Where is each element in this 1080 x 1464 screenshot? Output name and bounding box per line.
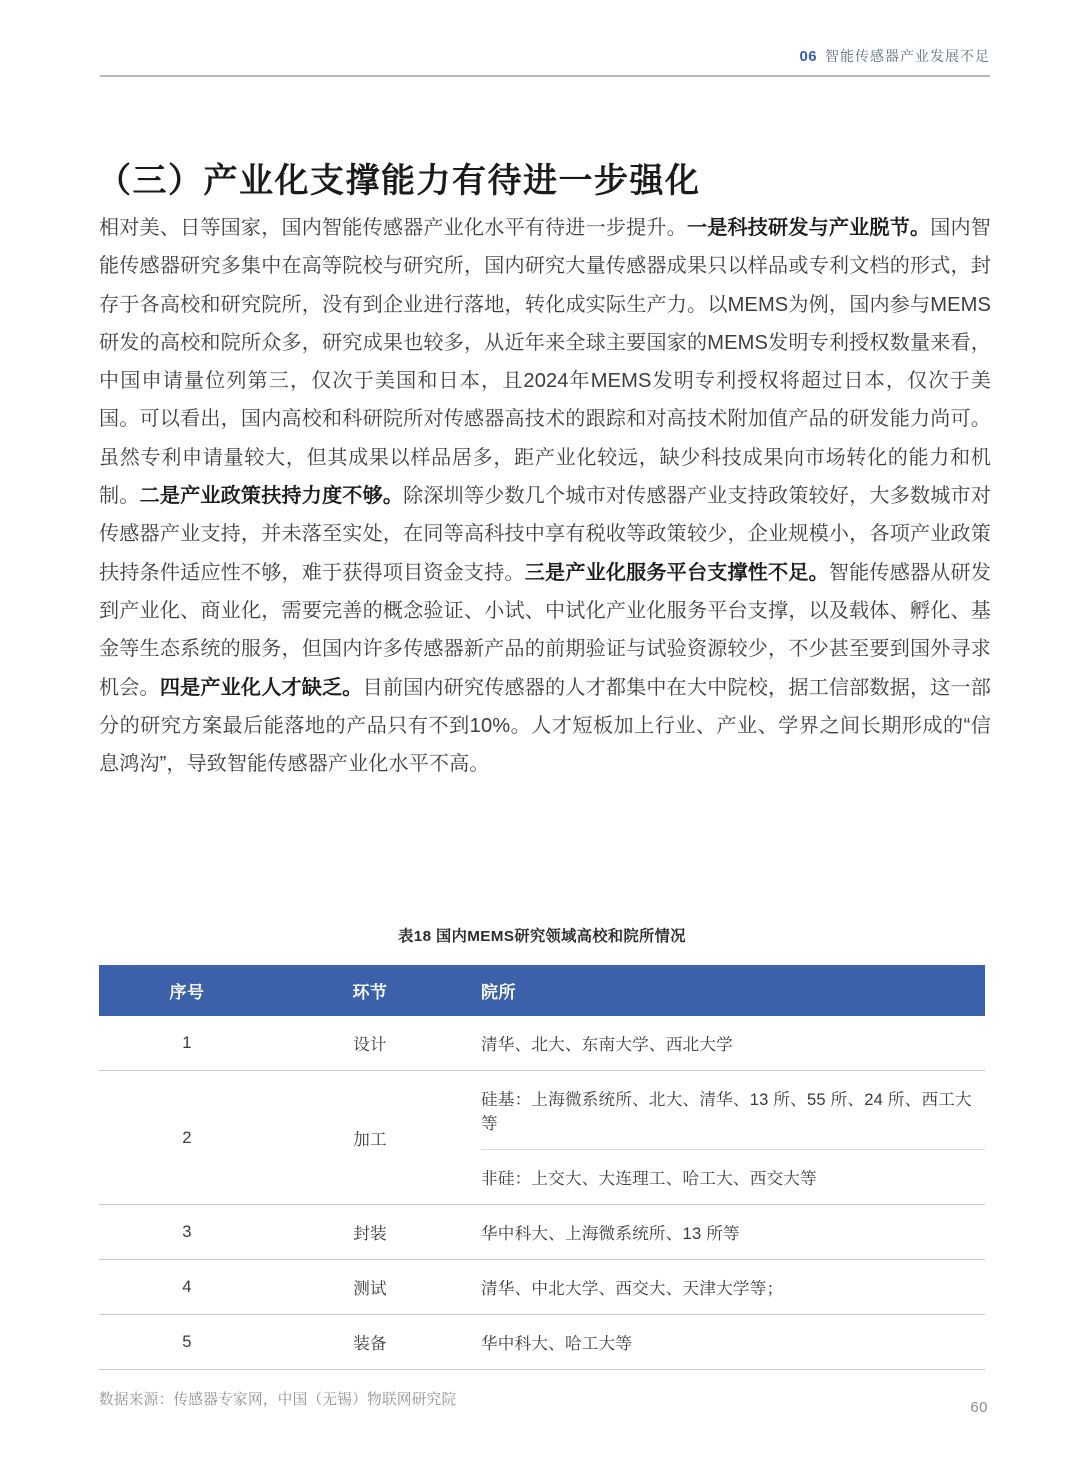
- table-row: [99, 1315, 985, 1370]
- cell-no: 5: [99, 1315, 275, 1370]
- cell-institution: 清华、北大、东南大学、西北大学: [465, 1016, 985, 1071]
- body-emphasis: 三是产业化服务平台支撑性不足。: [524, 561, 829, 584]
- column-header-institution: 院所: [465, 965, 985, 1016]
- table-source-note: 数据来源：传感器专家网，中国（无锡）物联网研究院: [99, 1392, 457, 1408]
- table-row: [99, 1016, 985, 1071]
- column-header-stage: 环节: [275, 965, 465, 1016]
- body-text: 目前国内研究传感器的人才都集中在大中院校，据工信部数据，这一部分的研究方案最后能落地的产品只有不到10%。人才短板加上行业、产业、学界之间长期形成的“信息鸿沟”，导致智能传感器产业化水平不高。: [99, 676, 991, 776]
- cell-stage: 加工: [275, 1071, 465, 1205]
- cell-institution: [465, 1071, 985, 1205]
- body-text: 智能传感器从研发到产业化、商业化，需要完善的概念验证、小试、中试化产业化服务平台支撑，以及载体、孵化、基金等生态系统的服务，但国内许多传感器新产品的前期验证与试验资源较少，不少甚至要到国外寻求机会。: [99, 561, 991, 699]
- cell-stage: 测试: [275, 1260, 465, 1315]
- table-body: [99, 1016, 985, 1370]
- cell-institution-line: 非硅：上交大、大连理工、哈工大、西交大等: [481, 1169, 817, 1188]
- body-emphasis: 四是产业化人才缺乏。: [159, 676, 363, 699]
- running-header-title: 智能传感器产业发展不足: [825, 48, 990, 64]
- page-number: 60: [970, 1399, 988, 1416]
- cell-institution-line: 硅基：上海微系统所、北大、清华、13 所、55 所、24 所、西工大等: [481, 1071, 985, 1150]
- table-block: [99, 925, 985, 1409]
- cell-institution: 清华、中北大学、西交大、天津大学等；: [465, 1260, 985, 1315]
- cell-no: 4: [99, 1260, 275, 1315]
- body-paragraph: [99, 209, 991, 783]
- header-divider: [100, 75, 990, 77]
- running-header: [800, 46, 991, 66]
- table-row: [99, 1205, 985, 1260]
- body-text: 国内智能传感器研究多集中在高等院校与研究所，国内研究大量传感器成果只以样品或专利文档的形式，封存于各高校和研究院所，没有到企业进行落地，转化成实际生产力。以MEMS为例，国内参与MEMS研发的高校和院所众多，研究成果也较多，从近年来全球主要国家的MEMS发明专利授权数量来看，中国申请量位列第三，仅次于美国和日本，且2024年MEMS发明专利授权将超过日本，仅次于美国。可以看出，国内高校和科研院所对传感器高技术的跟踪和对高技术附加值产品的研发能力尚可。虽然专利申请量较大，但其成果以样品居多，距产业化较远，缺少科技成果向市场转化的能力和机制。: [99, 217, 991, 508]
- cell-stage: 封装: [275, 1205, 465, 1260]
- cell-institution: 华中科大、上海微系统所、13 所等: [465, 1205, 985, 1260]
- column-header-no: 序号: [99, 965, 275, 1016]
- cell-stage: 装备: [275, 1315, 465, 1370]
- table-caption: 表18 国内MEMS研究领域高校和院所情况: [398, 928, 686, 945]
- cell-no: 2: [99, 1071, 275, 1205]
- body-text: 相对美、日等国家，国内智能传感器产业化水平有待进一步提升。: [99, 217, 687, 239]
- table-row: [99, 1071, 985, 1205]
- table-header-row: [99, 965, 985, 1016]
- cell-institution: 华中科大、哈工大等: [465, 1315, 985, 1370]
- cell-stage: 设计: [275, 1016, 465, 1071]
- mems-institutions-table: [99, 965, 985, 1370]
- table-row: [99, 1260, 985, 1315]
- body-text: 除深圳等少数几个城市对传感器产业支持政策较好，大多数城市对传感器产业支持，并未落至实处，在同等高科技中享有税收等政策较少，企业规模小，各项产业政策扶持条件适应性不够，难于获得项目资金支持。: [99, 485, 991, 584]
- body-emphasis: 一是科技研发与产业脱节。: [686, 217, 931, 239]
- body-emphasis: 二是产业政策扶持力度不够。: [139, 485, 404, 508]
- cell-no: 1: [99, 1016, 275, 1071]
- running-header-number: 06: [799, 48, 817, 65]
- cell-no: 3: [99, 1205, 275, 1260]
- section-title: （三）产业化支撑能力有待进一步强化: [97, 161, 701, 200]
